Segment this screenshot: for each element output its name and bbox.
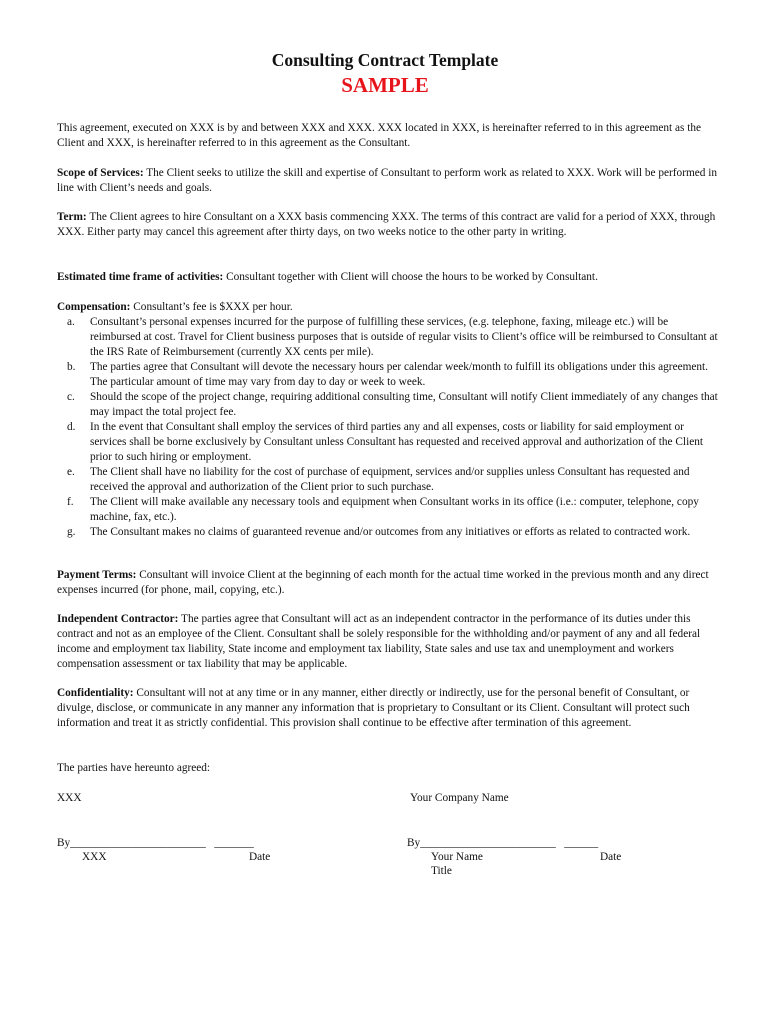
signature-right-date: Date xyxy=(600,851,622,863)
signature-left-date: Date xyxy=(249,851,271,863)
list-marker: g. xyxy=(67,526,76,538)
list-item xyxy=(57,315,719,360)
list-marker: c. xyxy=(67,391,75,403)
list-item-text: Consultant’s personal expenses incurred for the purpose of fulfilling these services, (e.g. telephone, faxing, mileage etc.) will be reimbursed at cost. Travel for Client business purposes that is outside of regular visits to Client’s office will be reimbursed to Consultant at the IRS Rate of Reimbursement (currently XX cents per mile). xyxy=(90,316,718,358)
timeframe-section xyxy=(57,270,719,285)
payment-section xyxy=(57,568,719,598)
confidentiality-heading: Confidentiality: xyxy=(57,687,134,699)
contractor-heading: Independent Contractor: xyxy=(57,613,179,625)
list-item-text: In the event that Consultant shall employ the services of third parties any and all expenses, costs or liability for said employment or services shall be borne exclusively by Consultant unless Consultant has requested and received approval and authorization of the Client prior to such hiring or employment. xyxy=(90,421,704,463)
compensation-text: Consultant’s fee is $XXX per hour. xyxy=(130,301,293,313)
timeframe-text: Consultant together with Client will choose the hours to be worked by Consultant. xyxy=(223,271,598,283)
agreement-statement: The parties have hereunto agreed: xyxy=(57,762,211,774)
contractor-section xyxy=(57,612,719,672)
list-marker: d. xyxy=(67,421,76,433)
timeframe-heading: Estimated time frame of activities: xyxy=(57,271,224,283)
list-item xyxy=(57,495,719,525)
signature-right-title: Title xyxy=(431,865,452,877)
signature-left-name: XXX xyxy=(82,851,107,863)
list-marker: e. xyxy=(67,466,75,478)
compensation-section xyxy=(57,300,719,315)
scope-heading: Scope of Services: xyxy=(57,167,144,179)
signature-right-name: Your Name xyxy=(431,851,483,863)
contractor-text: The parties agree that Consultant will act as an independent contractor in the performance of its duties under this contract and not as an employee of the Client. Consultant shall be solely responsible for the withholding and/or payment of any and all federal income and employment tax liability, State income and employment tax liability, State sales and use tax and unemployment and workers compensation assessment or tax liability that may be applicable. xyxy=(57,613,701,670)
scope-text: The Client seeks to utilize the skill and expertise of Consultant to perform work as related to XXX. Work will be performed in line with Client’s needs and goals. xyxy=(57,167,718,194)
list-marker: a. xyxy=(67,316,75,328)
list-item xyxy=(57,360,719,390)
payment-text: Consultant will invoice Client at the beginning of each month for the actual time worked in the previous month and any direct expenses incurred (for phone, mail, copying, etc.). xyxy=(57,569,709,596)
compensation-heading: Compensation: xyxy=(57,301,131,313)
scope-section xyxy=(57,166,719,196)
list-item xyxy=(57,420,719,465)
list-marker: f. xyxy=(67,496,74,508)
list-item-text: The Consultant makes no claims of guaranteed revenue and/or outcomes from any initiatives or efforts as related to contracted work. xyxy=(90,526,691,538)
list-item xyxy=(57,465,719,495)
intro-paragraph: This agreement, executed on XXX is by and between XXX and XXX. XXX located in XXX, is hereinafter referred to in this agreement as the Client and XXX, is hereinafter referred to in this agreement as the Consultant. xyxy=(57,122,702,149)
list-marker: b. xyxy=(67,361,76,373)
confidentiality-section xyxy=(57,686,719,731)
list-item-text: Should the scope of the project change, requiring additional consulting time, Consultant will notify Client immediately of any changes that may impact the total project fee. xyxy=(90,391,718,418)
list-item-text: The parties agree that Consultant will devote the necessary hours per calendar week/month to fulfill its obligations under this agreement. The particular amount of time may vary from day to day or week to week. xyxy=(90,361,709,388)
term-section xyxy=(57,210,719,240)
signature-left-line: By________________________ _______ xyxy=(57,837,254,849)
list-item-text: The Client shall have no liability for the cost of purchase of equipment, services and/or supplies unless Consultant has requested and received the approval and authorization of the Client prior to such purchase. xyxy=(90,466,690,493)
signature-right-party: Your Company Name xyxy=(410,792,509,804)
document-title: Consulting Contract Template xyxy=(271,50,499,70)
sample-label: SAMPLE xyxy=(341,73,429,97)
signature-left-party: XXX xyxy=(57,792,82,804)
confidentiality-text: Consultant will not at any time or in any manner, either directly or indirectly, use for the personal benefit of Consultant, or divulge, disclose, or communicate in any manner any information that is proprietary to Consultant or its Client. Consultant will protect such information and treat it as strictly confidential. This provision shall continue to be effective after termination of this agreement. xyxy=(57,687,690,729)
signature-right-line: By________________________ ______ xyxy=(407,837,599,849)
list-item-text: The Client will make available any necessary tools and equipment when Consultant works in its office (i.e.: computer, telephone, copy machine, fax, etc.). xyxy=(90,496,699,523)
compensation-list xyxy=(57,315,719,540)
term-heading: Term: xyxy=(57,211,87,223)
list-item xyxy=(57,390,719,420)
payment-heading: Payment Terms: xyxy=(57,569,137,581)
term-text: The Client agrees to hire Consultant on a XXX basis commencing XXX. The terms of this contract are valid for a period of XXX, through XXX. Either party may cancel this agreement after thirty days, on two weeks notice to the other party in writing. xyxy=(57,211,716,238)
list-item xyxy=(57,525,719,540)
